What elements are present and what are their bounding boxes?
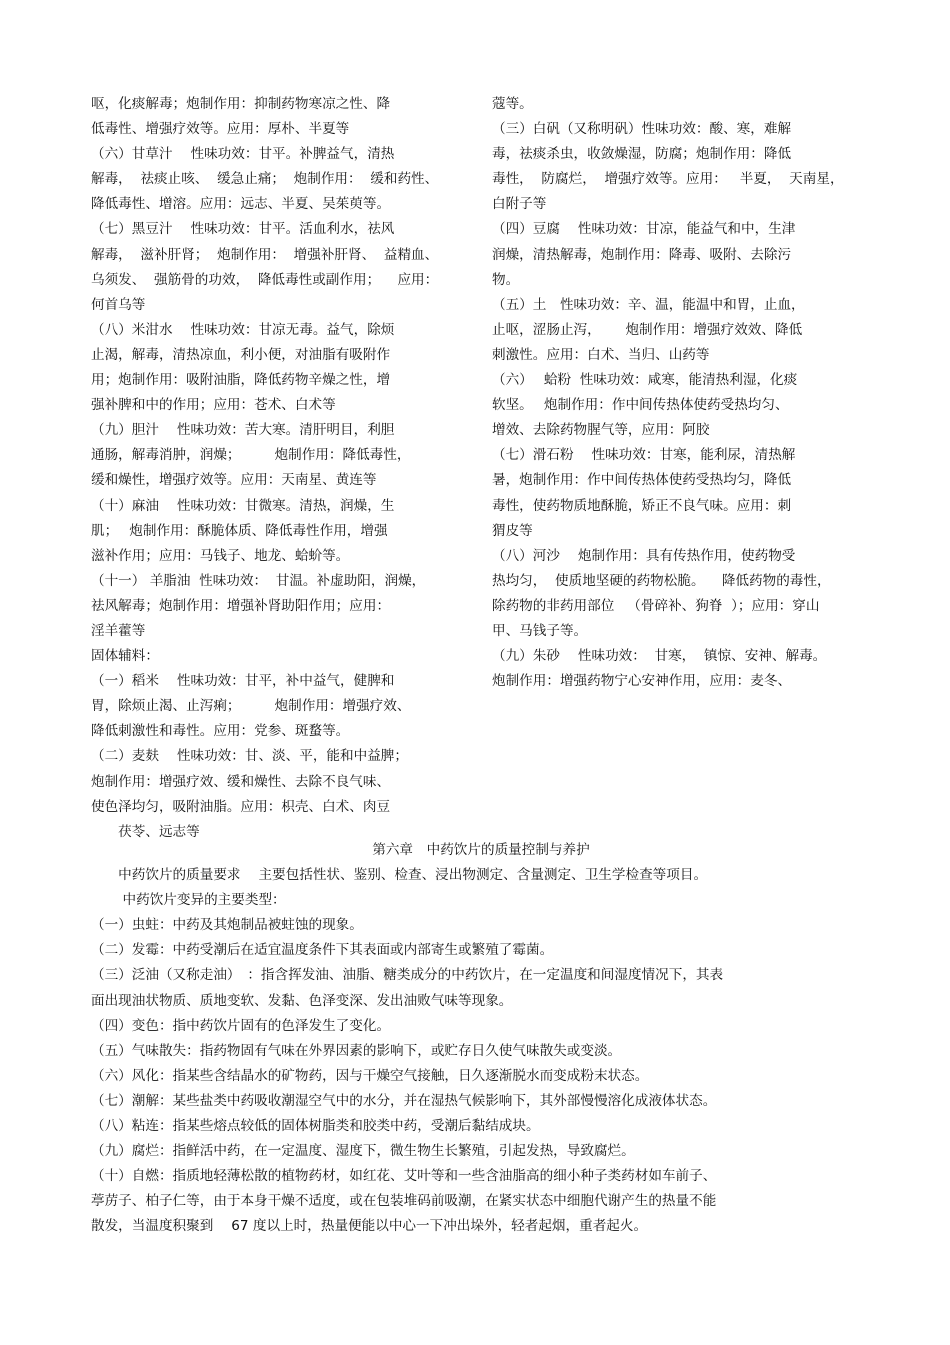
text-line: 何首乌等 [91, 296, 146, 313]
text-line: 解毒， 滋补肝肾； 炮制作用： 增强补肝肾、 益精血、 [91, 246, 439, 263]
text-line: 猬皮等 [492, 522, 533, 539]
text-line: 祛风解毒；炮制作用：增强补肾助阳作用；应用： [91, 597, 391, 614]
text-line: （十）自燃：指质地轻薄松散的植物药材，如红花、艾叶等和一些含油脂高的细小种子类药材如车前子、 [91, 1168, 717, 1185]
text-line: （八）河沙 炮制作用：具有传热作用，使药物受 [492, 547, 796, 564]
text-line: （六）甘草汁 性味功效：甘平。补脾益气，清热 [91, 146, 395, 163]
text-line: 缓和燥性，增强疗效等。应用：天南星、黄连等 [91, 472, 377, 489]
text-line: 强补脾和中的作用；应用：苍术、白术等 [91, 397, 336, 414]
text-line: （十）麻油 性味功效：甘微寒。清热，润燥，生 [91, 497, 395, 514]
text-line: （七）黑豆汁 性味功效：甘平。活血利水，祛风 [91, 221, 395, 238]
text-line: （二）发霉：中药受潮后在适宜温度条件下其表面或内部寄生或繁殖了霉菌。 [91, 942, 554, 959]
text-line: （九）胆汁 性味功效：苦大寒。清肝明目，利胆 [91, 422, 395, 439]
text-line: 低毒性、增强疗效等。应用：厚朴、半夏等 [91, 121, 350, 138]
left-text-column [91, 92, 466, 845]
text-line: （九）腐烂：指鲜活中药，在一定温度、湿度下，微生物生长繁殖，引起发热，导致腐烂。 [91, 1143, 635, 1160]
text-line: 甲、马钱子等。 [492, 622, 588, 639]
text-line: 止渴，解毒，清热凉血，利小便，对油脂有吸附作 [91, 346, 391, 363]
text-line: 肌； 炮制作用：酥脆体质、降低毒性作用，增强 [91, 522, 388, 539]
text-line: 降低刺激性和毒性。应用：党参、斑蝥等。 [91, 723, 350, 740]
text-line: 止呕，涩肠止泻， 炮制作用：增强疗效效、降低 [492, 321, 803, 338]
text-line: （一）虫蛀：中药及其炮制品被蛀蚀的现象。 [91, 917, 363, 934]
text-line: （八）粘连：指某些熔点较低的固体树脂类和胶类中药，受潮后黏结成块。 [91, 1118, 540, 1135]
text-line: 通肠，解毒消肿，润燥； 炮制作用：降低毒性， [91, 447, 411, 464]
text-line: 增效、去除药物腥气等，应用：阿胶 [492, 422, 710, 439]
text-line: 淫羊藿等 [91, 622, 146, 639]
chapter-six-section [91, 838, 871, 1240]
text-line: 面出现油状物质、质地变软、发黏、色泽变深、发出油败气味等现象。 [91, 992, 513, 1009]
text-line: 中药饮片的质量要求 主要包括性状、鉴别、检查、浸出物测定、含量测定、卫生学检查等项目。 [91, 867, 708, 884]
chapter-title: 第六章 中药饮片的质量控制与养护 [372, 842, 590, 858]
text-line: 滋补作用；应用：马钱子、地龙、蛤蚧等。 [91, 547, 350, 564]
text-line: 炮制作用：增强药物宁心安神作用，应用：麦冬、 [492, 673, 792, 690]
text-line: 软坚。 炮制作用：作中间传热体使药受热均匀、 [492, 397, 789, 414]
text-line: （一）稻米 性味功效：甘平，补中益气，健脾和 [91, 673, 395, 690]
text-line: 解毒， 祛痰止咳、 缓急止痛； 炮制作用： 缓和药性、 [91, 171, 439, 188]
text-line: 刺激性。应用：白术、当归、山药等 [492, 346, 710, 363]
text-line: 胃，除烦止渴、止泻痢； 炮制作用：增强疗效、 [91, 698, 411, 715]
text-line: 炮制作用：增强疗效、缓和燥性、去除不良气味、 [91, 773, 391, 790]
text-line: （二）麦麸 性味功效：甘、淡、平，能和中益脾； [91, 748, 408, 765]
text-line: （十一） 羊脂油 性味功效： 甘温。补虚助阳，润燥， [91, 572, 426, 589]
text-line: （三）白矾（又称明矾）性味功效：酸、寒，难解 [492, 121, 792, 138]
text-line: 热均匀， 使质地坚硬的药物松脆。 降低药物的毒性， [492, 572, 831, 589]
chapter-body [91, 863, 871, 1239]
text-line: （八）米泔水 性味功效：甘凉无毒。益气，除烦 [91, 321, 395, 338]
text-line: 润燥，清热解毒，炮制作用：降毒、吸附、去除污 [492, 246, 792, 263]
text-line: （七）潮解：某些盐类中药吸收潮湿空气中的水分，并在湿热气候影响下，其外部慢慢溶化成液体状态。 [91, 1092, 717, 1109]
text-line: 毒性，使药物质地酥脆，矫正不良气味。应用：刺 [492, 497, 792, 514]
text-line: 毒，祛痰杀虫，收敛燥湿，防腐；炮制作用：降低 [492, 146, 792, 163]
text-line: 固体辅料： [91, 648, 159, 665]
text-line: （六）风化：指某些含结晶水的矿物药，因与干燥空气接触，日久逐渐脱水而变成粉末状态。 [91, 1067, 649, 1084]
text-line: （五）气味散失：指药物固有气味在外界因素的影响下，或贮存日久使气味散失或变淡。 [91, 1042, 622, 1059]
right-text-column [492, 92, 872, 694]
text-line: 茯苓、远志等 [91, 823, 200, 840]
text-line: （四）变色：指中药饮片固有的色泽发生了变化。 [91, 1017, 391, 1034]
text-line: （四）豆腐 性味功效：甘凉，能益气和中，生津 [492, 221, 796, 238]
text-line: 乌须发、 强筋骨的功效， 降低毒性或副作用； 应用： [91, 271, 439, 288]
text-line: 物。 [492, 271, 520, 288]
text-line: （六） 蛤粉 性味功效：咸寒，能清热利湿，化痰 [492, 372, 798, 389]
text-line: 降低毒性、增溶。应用：远志、半夏、吴茱萸等。 [91, 196, 391, 213]
text-line: 用；炮制作用：吸附油脂，降低药物辛燥之性，增 [91, 372, 391, 389]
text-line: 毒性， 防腐烂， 增强疗效等。应用： 半夏， 天南星， [492, 171, 844, 188]
text-line: 中药饮片变异的主要类型： [91, 892, 286, 909]
text-line: （五）土 性味功效：辛、温，能温中和胃，止血， [492, 296, 805, 313]
text-line: 白附子等 [492, 196, 547, 213]
text-line: 散发，当温度积聚到 67 度以上时，热量便能以中心一下冲出垛外，轻者起烟，重者起火。 [91, 1218, 648, 1235]
text-line: 暑，炮制作用：作中间传热体使药受热均匀，降低 [492, 472, 792, 489]
text-line: （三）泛油（又称走油） ：指含挥发油、油脂、糖类成分的中药饮片，在一定温度和间湿度情况下，其表 [91, 967, 724, 984]
text-line: 除药物的非药用部位 （骨碎补、狗脊 ）；应用：穿山 [492, 597, 820, 614]
text-line: （九）朱砂 性味功效： 甘寒， 镇惊、安神、解毒。 [492, 648, 827, 665]
text-line: 使色泽均匀，吸附油脂。应用：枳壳、白术、肉豆 [91, 798, 391, 815]
text-line: 葶苈子、柏子仁等，由于本身干燥不适度，或在包装堆码前吸潮，在紧实状态中细胞代谢产生的热量不能 [91, 1193, 717, 1210]
text-line: 呕，化痰解毒；炮制作用：抑制药物寒凉之性、降 [91, 96, 391, 112]
text-line: 蔻等。 [492, 96, 533, 112]
text-line: （七）滑石粉 性味功效：甘寒，能利尿，清热解 [492, 447, 796, 464]
